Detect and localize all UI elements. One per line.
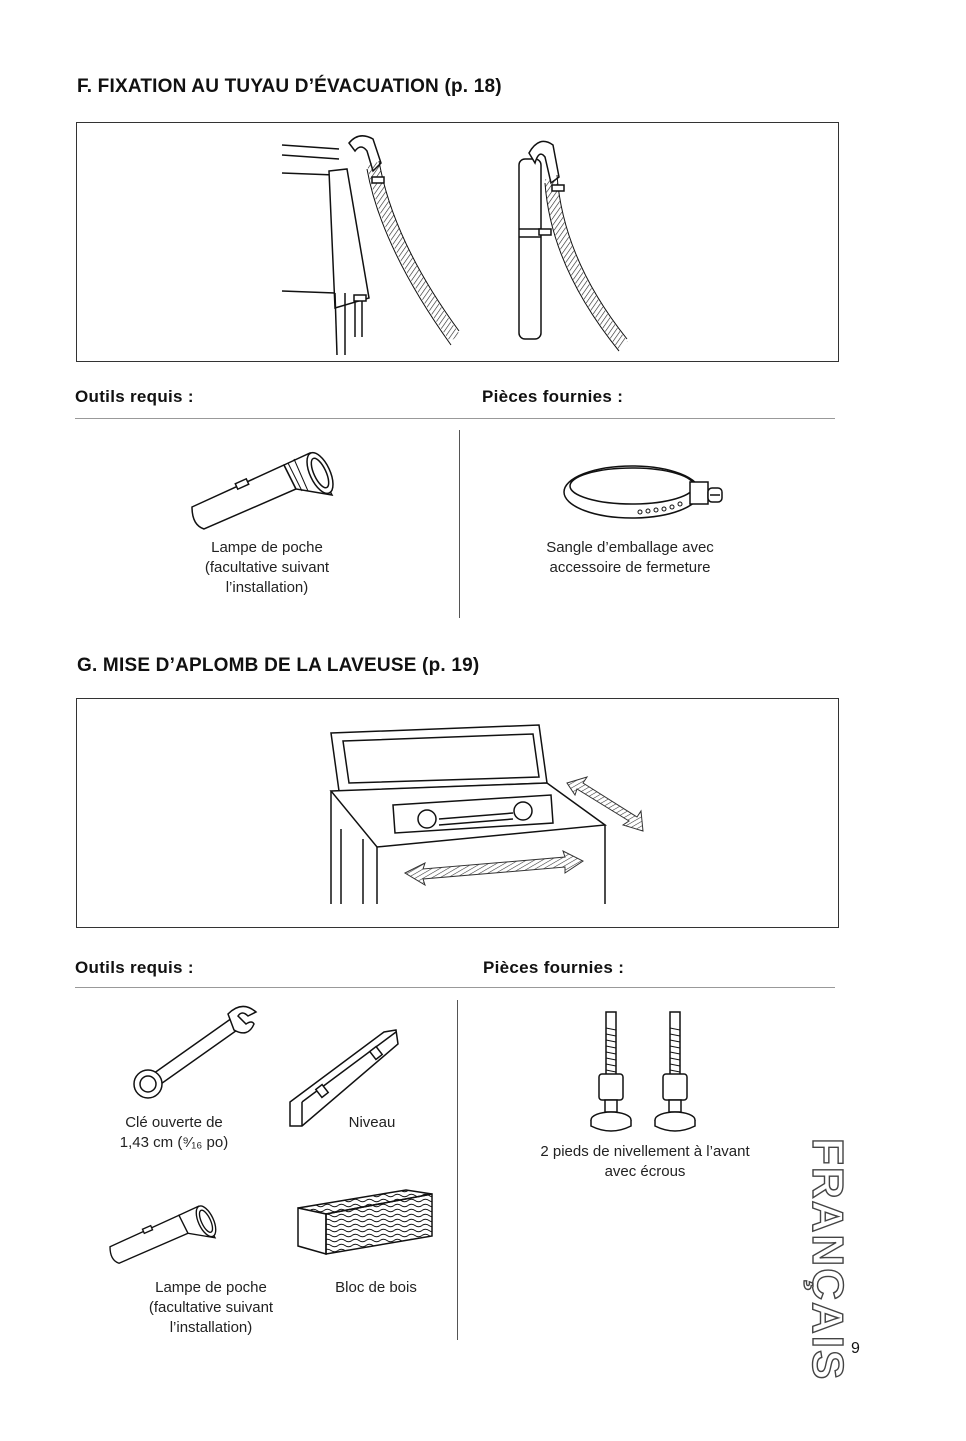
section-f-tools-heading: Outils requis :	[75, 387, 194, 406]
caption-line: Clé ouverte de	[125, 1114, 223, 1131]
wood-block-caption	[306, 1278, 446, 1298]
leveling-feet-caption	[510, 1142, 780, 1182]
hose-clamp-icon	[560, 462, 740, 524]
wood-block-icon	[296, 1188, 436, 1258]
flashlight-caption	[111, 1278, 311, 1338]
section-f-title: F. FIXATION AU TUYAU D’ÉVACUATION (p. 18)	[77, 76, 502, 97]
level-caption	[332, 1113, 412, 1133]
caption-line: Niveau	[348, 1114, 396, 1131]
section-f-parts-heading: Pièces fournies :	[482, 387, 624, 406]
flashlight-icon	[104, 1198, 224, 1270]
caption-line: l’installation)	[169, 1319, 253, 1336]
washer-figure	[76, 698, 839, 928]
section-f-part-caption	[520, 538, 740, 578]
section-g-title: G. MISE D’APLOMB DE LA LAVEUSE (p. 19)	[77, 655, 480, 676]
caption-line: l’installation)	[225, 579, 309, 596]
flashlight-icon	[184, 445, 344, 535]
section-g-divider	[75, 987, 835, 988]
section-f-column-divider	[459, 430, 460, 618]
section-g-tools-heading: Outils requis :	[75, 958, 194, 977]
section-f-divider	[75, 418, 835, 419]
section-f-tool-caption	[167, 538, 367, 598]
wrench-caption	[96, 1113, 252, 1153]
drain-hose-figure	[76, 122, 839, 362]
caption-line: Bloc de bois	[335, 1279, 417, 1296]
washer-illustration	[77, 699, 838, 927]
caption-line: (facultative suivant	[148, 1299, 274, 1316]
section-g-parts-heading: Pièces fournies :	[483, 958, 625, 977]
wrench-icon	[128, 1002, 268, 1102]
page-number: 9	[851, 1340, 860, 1357]
section-g-column-divider	[457, 1000, 458, 1340]
leveling-feet-icon	[578, 1008, 718, 1140]
caption-line: 2 pieds de nivellement à l’avant	[540, 1143, 750, 1160]
caption-line: Lampe de poche	[211, 539, 323, 556]
drain-hose-illustration	[77, 123, 838, 361]
caption-line: (facultative suivant	[204, 559, 330, 576]
caption-line: accessoire de fermeture	[549, 559, 711, 576]
caption-line: Lampe de poche	[155, 1279, 267, 1296]
caption-line: avec écrous	[604, 1163, 686, 1180]
caption-line: 1,43 cm (⁹⁄₁₆ po)	[119, 1134, 229, 1151]
language-side-label: FRANÇAIS	[803, 1138, 852, 1382]
caption-line: Sangle d’emballage avec	[546, 539, 714, 556]
